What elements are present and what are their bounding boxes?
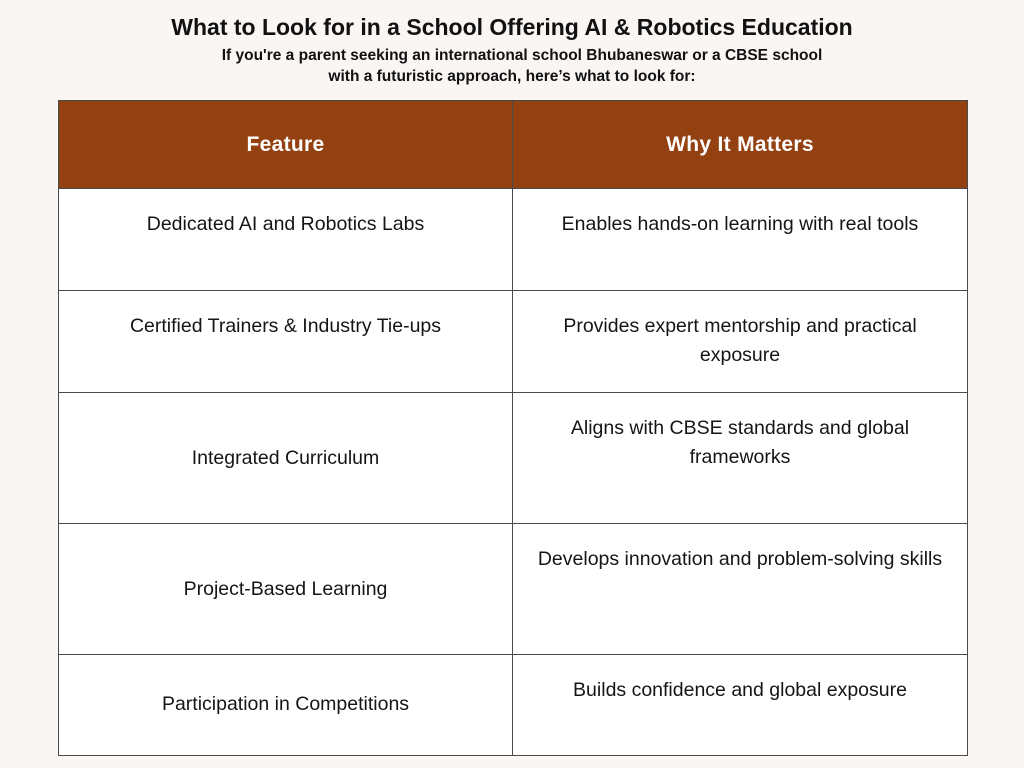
table-row	[59, 189, 968, 291]
table-row	[59, 393, 968, 524]
table-row	[59, 291, 968, 393]
feature-cell: Project-Based Learning	[59, 524, 513, 655]
feature-cell: Participation in Competitions	[59, 655, 513, 756]
why-cell: Develops innovation and problem-solving skills	[513, 524, 968, 655]
page-subtitle	[0, 45, 1024, 87]
column-header-feature: Feature	[59, 101, 513, 189]
why-cell: Enables hands-on learning with real tools	[513, 189, 968, 291]
table-row	[59, 524, 968, 655]
table-row	[59, 655, 968, 756]
why-cell: Aligns with CBSE standards and global frameworks	[513, 393, 968, 524]
why-cell: Builds confidence and global exposure	[513, 655, 968, 756]
feature-cell: Dedicated AI and Robotics Labs	[59, 189, 513, 291]
feature-cell: Certified Trainers & Industry Tie-ups	[59, 291, 513, 393]
subtitle-line-2: with a futuristic approach, here’s what to look for:	[328, 68, 696, 85]
column-header-why-it-matters: Why It Matters	[513, 101, 968, 189]
comparison-table	[58, 100, 968, 756]
page-title: What to Look for in a School Offering AI & Robotics Education	[171, 14, 853, 40]
feature-cell: Integrated Curriculum	[59, 393, 513, 524]
why-cell: Provides expert mentorship and practical exposure	[513, 291, 968, 393]
table-header-row	[59, 101, 968, 189]
subtitle-line-1: If you're a parent seeking an international school Bhubaneswar or a CBSE school	[221, 47, 823, 64]
